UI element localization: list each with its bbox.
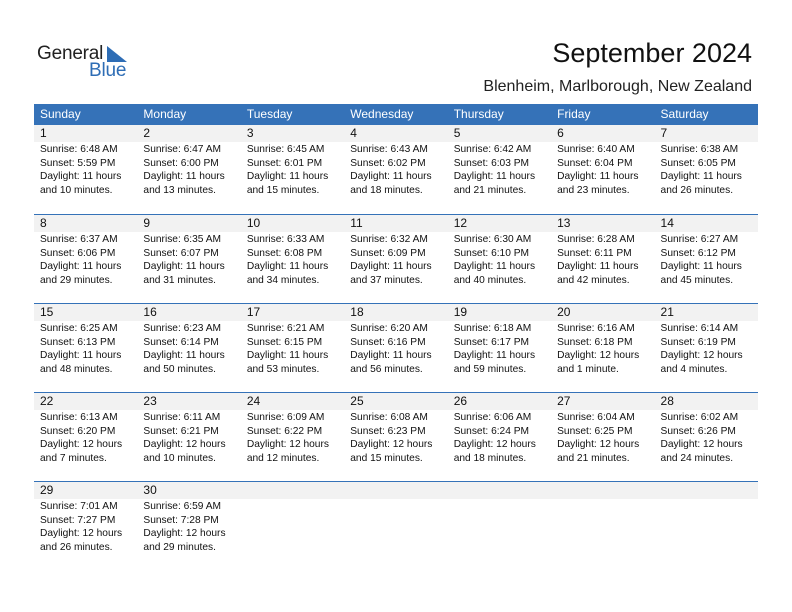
day-cell	[34, 499, 137, 554]
day-number: 13	[557, 216, 571, 230]
sunset-text: Sunset: 6:07 PM	[143, 247, 219, 259]
daylight-text: Daylight: 11 hours	[660, 261, 742, 272]
sunset-text: Sunset: 6:15 PM	[246, 336, 323, 348]
sunrise-text: Sunrise: 6:09 AM	[246, 412, 325, 423]
sunrise-text: Sunrise: 6:59 AM	[143, 501, 222, 512]
day-cell	[241, 321, 344, 376]
day-number: 21	[660, 305, 674, 319]
day-cell	[344, 499, 447, 554]
daylight-text: and 56 minutes.	[350, 363, 423, 375]
weekday-header: Monday	[143, 107, 187, 121]
day-number: 16	[143, 305, 157, 319]
sunset-text: Sunset: 6:13 PM	[40, 336, 116, 348]
page-title: September 2024	[552, 38, 752, 68]
sunset-text: Sunset: 6:12 PM	[660, 247, 736, 259]
sunset-text: Sunset: 6:03 PM	[453, 157, 530, 169]
day-number: 11	[350, 216, 363, 230]
day-cell	[344, 142, 447, 197]
day-number: 29	[40, 483, 54, 497]
sunset-text: Sunset: 6:26 PM	[660, 425, 736, 437]
day-cell	[137, 142, 240, 197]
daylight-text: and 10 minutes.	[143, 452, 216, 464]
daylight-text: Daylight: 12 hours	[557, 439, 640, 450]
sunrise-text: Sunrise: 6:11 AM	[143, 412, 221, 423]
daylight-text: and 29 minutes.	[40, 274, 113, 286]
daylight-text: and 18 minutes.	[453, 452, 527, 464]
sunrise-text: Sunrise: 6:48 AM	[40, 144, 118, 155]
day-number: 23	[143, 394, 157, 408]
day-number: 22	[40, 394, 54, 408]
daylight-text: Daylight: 12 hours	[453, 439, 536, 450]
day-cell	[137, 232, 240, 287]
sunset-text: Sunset: 6:19 PM	[660, 336, 736, 348]
sunrise-text: Sunrise: 6:20 AM	[350, 323, 428, 334]
weekday-header: Thursday	[453, 107, 504, 121]
sunset-text: Sunset: 6:09 PM	[350, 247, 426, 259]
day-number: 17	[246, 305, 261, 319]
day-cell	[34, 232, 137, 287]
sunset-text: Sunset: 6:23 PM	[350, 425, 426, 437]
daylight-text: and 48 minutes.	[40, 363, 113, 375]
sunrise-text: Sunrise: 6:18 AM	[453, 323, 532, 334]
sunrise-text: Sunrise: 6:02 AM	[660, 412, 739, 423]
sunrise-text: Sunrise: 6:14 AM	[660, 323, 739, 334]
sunset-text: Sunset: 6:16 PM	[350, 336, 426, 348]
daylight-text: Daylight: 11 hours	[40, 350, 122, 361]
daylight-text: and 4 minutes.	[660, 363, 728, 375]
day-number: 8	[40, 216, 47, 230]
calendar-grid	[34, 104, 758, 570]
day-cell	[551, 142, 654, 197]
day-info-row	[34, 142, 758, 197]
day-cell	[655, 410, 758, 465]
day-cell	[344, 410, 447, 465]
daylight-text: Daylight: 11 hours	[143, 261, 225, 272]
daylight-text: Daylight: 11 hours	[350, 350, 432, 361]
sunset-text: Sunset: 6:00 PM	[143, 157, 219, 169]
daylight-text: and 24 minutes.	[660, 452, 734, 464]
day-number: 28	[660, 394, 674, 408]
date-number-row	[34, 393, 758, 410]
day-cell	[241, 410, 344, 465]
day-cell	[344, 321, 447, 376]
daylight-text: Daylight: 12 hours	[350, 439, 433, 450]
sunrise-text: Sunrise: 6:30 AM	[453, 234, 532, 245]
daylight-text: and 15 minutes.	[350, 452, 423, 464]
daylight-text: Daylight: 12 hours	[143, 439, 226, 450]
sunrise-text: Sunrise: 6:42 AM	[453, 144, 532, 155]
day-cell	[551, 410, 654, 465]
day-cell	[655, 142, 758, 197]
calendar-week-row	[34, 303, 758, 392]
sunset-text: Sunset: 6:25 PM	[557, 425, 633, 437]
daylight-text: Daylight: 11 hours	[557, 261, 639, 272]
daylight-text: and 31 minutes.	[143, 274, 216, 286]
daylight-text: and 34 minutes.	[246, 274, 320, 286]
logo	[37, 42, 137, 82]
day-cell	[551, 232, 654, 287]
day-number	[448, 482, 551, 499]
sunrise-text: Sunrise: 6:27 AM	[660, 234, 739, 245]
weekday-header: Sunday	[40, 107, 81, 121]
sunset-text: Sunset: 6:21 PM	[143, 425, 219, 437]
weekday-header: Wednesday	[350, 107, 414, 121]
day-number: 27	[557, 394, 571, 408]
daylight-text: and 45 minutes.	[660, 274, 734, 286]
day-number	[551, 482, 654, 499]
day-cell	[241, 499, 344, 554]
day-cell	[241, 232, 344, 287]
daylight-text: Daylight: 12 hours	[40, 528, 123, 539]
day-number: 10	[246, 216, 261, 230]
sunset-text: Sunset: 6:24 PM	[453, 425, 530, 437]
daylight-text: Daylight: 12 hours	[246, 439, 329, 450]
day-cell	[448, 232, 551, 287]
daylight-text: and 21 minutes.	[453, 184, 527, 196]
day-number: 19	[453, 305, 468, 319]
daylight-text: Daylight: 11 hours	[350, 171, 432, 182]
daylight-text: Daylight: 11 hours	[246, 171, 329, 182]
sunset-text: Sunset: 6:10 PM	[453, 247, 530, 259]
day-number: 26	[453, 394, 468, 408]
daylight-text: and 53 minutes.	[246, 363, 320, 375]
daylight-text: Daylight: 11 hours	[660, 171, 742, 182]
day-cell	[551, 499, 654, 554]
daylight-text: Daylight: 11 hours	[143, 350, 225, 361]
sunset-text: Sunset: 6:04 PM	[557, 157, 633, 169]
sunset-text: Sunset: 6:08 PM	[246, 247, 323, 259]
day-number: 5	[453, 126, 461, 140]
sunrise-text: Sunrise: 6:28 AM	[557, 234, 635, 245]
daylight-text: and 59 minutes.	[453, 363, 527, 375]
weekday-header: Saturday	[660, 107, 709, 121]
daylight-text: Daylight: 12 hours	[660, 439, 743, 450]
day-info-row	[34, 499, 758, 554]
daylight-text: and 18 minutes.	[350, 184, 423, 196]
sunset-text: Sunset: 6:22 PM	[246, 425, 323, 437]
calendar-week-row	[34, 392, 758, 481]
daylight-text: Daylight: 12 hours	[143, 528, 226, 539]
daylight-text: and 15 minutes.	[246, 184, 320, 196]
day-number	[655, 482, 758, 499]
sunset-text: Sunset: 6:02 PM	[350, 157, 426, 169]
day-number: 1	[40, 126, 47, 140]
daylight-text: and 50 minutes.	[143, 363, 216, 375]
sunrise-text: Sunrise: 6:45 AM	[246, 144, 325, 155]
sunset-text: Sunset: 6:05 PM	[660, 157, 736, 169]
day-number: 6	[557, 126, 564, 140]
day-cell	[655, 321, 758, 376]
day-cell	[655, 499, 758, 554]
daylight-text: Daylight: 11 hours	[453, 171, 536, 182]
daylight-text: Daylight: 11 hours	[453, 261, 536, 272]
date-number-row	[34, 482, 758, 499]
sunset-text: Sunset: 6:14 PM	[143, 336, 219, 348]
day-number	[344, 482, 447, 499]
date-number-row	[34, 125, 758, 142]
sunrise-text: Sunrise: 6:16 AM	[557, 323, 635, 334]
daylight-text: Daylight: 11 hours	[40, 171, 122, 182]
daylight-text: Daylight: 11 hours	[557, 171, 639, 182]
sunset-text: Sunset: 7:28 PM	[143, 514, 219, 526]
day-number: 2	[143, 126, 151, 140]
daylight-text: and 7 minutes.	[40, 452, 107, 464]
daylight-text: and 21 minutes.	[557, 452, 630, 464]
day-number: 3	[246, 126, 254, 140]
day-cell	[137, 499, 240, 554]
sunrise-text: Sunrise: 6:33 AM	[246, 234, 325, 245]
daylight-text: Daylight: 12 hours	[660, 350, 743, 361]
daylight-text: and 26 minutes.	[660, 184, 734, 196]
day-cell	[448, 142, 551, 197]
weekday-header: Friday	[557, 107, 591, 121]
daylight-text: and 12 minutes.	[246, 452, 320, 464]
sunset-text: Sunset: 6:01 PM	[246, 157, 323, 169]
sunrise-text: Sunrise: 6:13 AM	[40, 412, 118, 423]
day-number: 14	[660, 216, 674, 230]
date-number-row	[34, 304, 758, 321]
daylight-text: Daylight: 11 hours	[246, 261, 329, 272]
day-info-row	[34, 232, 758, 287]
daylight-text: and 13 minutes.	[143, 184, 216, 196]
sunset-text: Sunset: 5:59 PM	[40, 157, 116, 169]
daylight-text: Daylight: 11 hours	[143, 171, 225, 182]
day-number: 25	[350, 394, 364, 408]
day-cell	[34, 321, 137, 376]
sunset-text: Sunset: 6:20 PM	[40, 425, 116, 437]
day-number: 18	[350, 305, 364, 319]
day-cell	[448, 410, 551, 465]
calendar-week-row	[34, 125, 758, 214]
sunrise-text: Sunrise: 6:43 AM	[350, 144, 428, 155]
weekday-header-row	[34, 104, 758, 125]
day-number: 24	[246, 394, 261, 408]
sunset-text: Sunset: 6:11 PM	[557, 247, 632, 259]
daylight-text: and 42 minutes.	[557, 274, 630, 286]
day-number: 9	[143, 216, 151, 230]
daylight-text: and 26 minutes.	[40, 541, 113, 553]
daylight-text: Daylight: 11 hours	[40, 261, 122, 272]
sunrise-text: Sunrise: 6:32 AM	[350, 234, 428, 245]
logo-blue-text: Blue	[89, 60, 127, 81]
daylight-text: Daylight: 12 hours	[40, 439, 123, 450]
weeks-container	[34, 125, 758, 570]
sunrise-text: Sunrise: 6:37 AM	[40, 234, 118, 245]
sunrise-text: Sunrise: 6:21 AM	[246, 323, 325, 334]
daylight-text: Daylight: 12 hours	[557, 350, 640, 361]
location-subtitle: Blenheim, Marlborough, New Zealand	[483, 78, 752, 95]
date-number-row	[34, 215, 758, 232]
day-cell	[448, 499, 551, 554]
sunrise-text: Sunrise: 6:25 AM	[40, 323, 118, 334]
day-cell	[344, 232, 447, 287]
day-cell	[34, 142, 137, 197]
sunset-text: Sunset: 6:18 PM	[557, 336, 633, 348]
daylight-text: Daylight: 11 hours	[350, 261, 432, 272]
day-cell	[655, 232, 758, 287]
daylight-text: and 1 minute.	[557, 363, 619, 375]
daylight-text: and 29 minutes.	[143, 541, 216, 553]
day-number: 30	[143, 483, 157, 497]
daylight-text: and 10 minutes.	[40, 184, 113, 196]
daylight-text: Daylight: 11 hours	[246, 350, 329, 361]
day-number	[241, 482, 344, 499]
day-cell	[241, 142, 344, 197]
daylight-text: and 37 minutes.	[350, 274, 423, 286]
day-number: 15	[40, 305, 54, 319]
sunrise-text: Sunrise: 6:35 AM	[143, 234, 222, 245]
day-number: 7	[660, 126, 668, 140]
day-cell	[137, 410, 240, 465]
sunrise-text: Sunrise: 6:04 AM	[557, 412, 635, 423]
sunrise-text: Sunrise: 6:40 AM	[557, 144, 635, 155]
day-cell	[34, 410, 137, 465]
day-info-row	[34, 410, 758, 465]
daylight-text: and 40 minutes.	[453, 274, 527, 286]
sunrise-text: Sunrise: 6:47 AM	[143, 144, 222, 155]
sunrise-text: Sunrise: 6:06 AM	[453, 412, 532, 423]
calendar-week-row	[34, 214, 758, 303]
day-cell	[448, 321, 551, 376]
daylight-text: and 23 minutes.	[557, 184, 630, 196]
sunrise-text: Sunrise: 6:38 AM	[660, 144, 739, 155]
daylight-text: Daylight: 11 hours	[453, 350, 536, 361]
sunset-text: Sunset: 6:06 PM	[40, 247, 116, 259]
sunset-text: Sunset: 6:17 PM	[453, 336, 530, 348]
weekday-header: Tuesday	[246, 107, 293, 121]
sunset-text: Sunset: 7:27 PM	[40, 514, 116, 526]
day-cell	[551, 321, 654, 376]
day-info-row	[34, 321, 758, 376]
sunrise-text: Sunrise: 6:23 AM	[143, 323, 222, 334]
day-number: 4	[350, 126, 357, 140]
day-number: 20	[557, 305, 571, 319]
sunrise-text: Sunrise: 6:08 AM	[350, 412, 428, 423]
day-cell	[137, 321, 240, 376]
sunrise-text: Sunrise: 7:01 AM	[40, 501, 118, 512]
calendar-week-row	[34, 481, 758, 570]
day-number: 12	[453, 216, 468, 230]
logo-general-text: General	[37, 43, 104, 64]
